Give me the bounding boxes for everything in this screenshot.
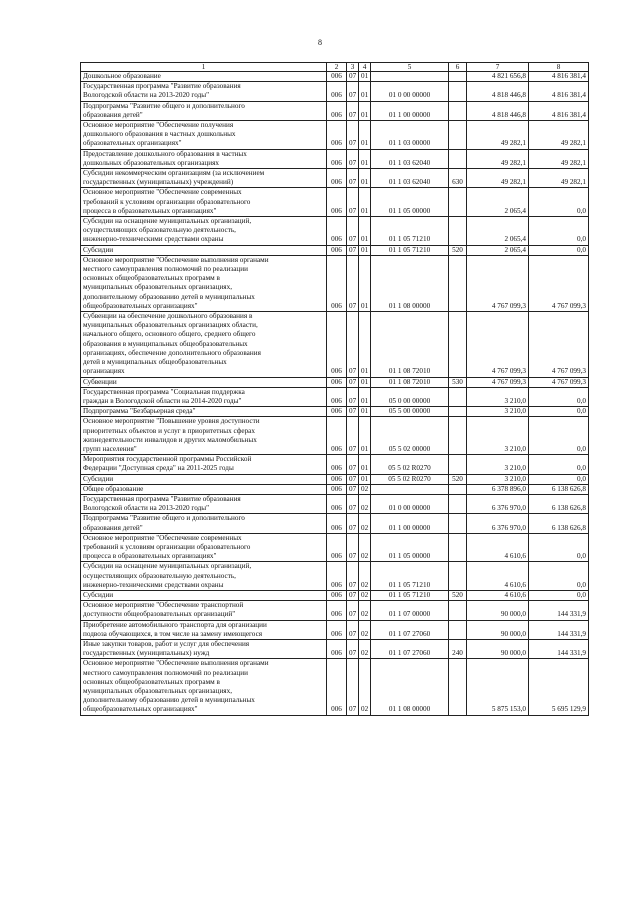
table-row xyxy=(81,377,589,387)
row-name-cell: Основное мероприятие "Обеспечение выполнения органами местного самоуправления полномочий по реализации основных общеобразовательных программ в муниципальных образовательных организациях, дополнительному образованию детей в муниципальных общеобразовательных организациях" xyxy=(81,659,327,715)
row-name-cell: Общее образование xyxy=(81,484,327,494)
table-row xyxy=(81,407,589,417)
section-code-cell: 07 xyxy=(347,377,359,387)
admin-code-cell: 006 xyxy=(327,407,347,417)
table-row xyxy=(81,245,589,255)
expense-type-cell xyxy=(449,82,467,101)
subsection-code-cell: 01 xyxy=(359,188,371,217)
amount-col7-cell: 3 210,0 xyxy=(467,455,529,474)
expense-type-cell xyxy=(449,533,467,562)
subsection-code-cell: 02 xyxy=(359,601,371,620)
section-code-cell: 07 xyxy=(347,601,359,620)
subsection-code-cell: 02 xyxy=(359,590,371,600)
amount-col7-cell: 49 282,1 xyxy=(467,121,529,150)
expense-type-cell xyxy=(449,407,467,417)
target-item-cell xyxy=(371,484,449,494)
expense-type-cell: 520 xyxy=(449,245,467,255)
row-name-cell: Субсидии на оснащение муниципальных организаций, осуществляющих образовательную деятельность, инженерно-техническими средствами охраны xyxy=(81,562,327,591)
admin-code-cell: 006 xyxy=(327,245,347,255)
amount-col8-cell: 4 767 099,3 xyxy=(529,312,589,377)
expense-type-cell xyxy=(449,312,467,377)
admin-code-cell: 006 xyxy=(327,601,347,620)
expense-type-cell xyxy=(449,121,467,150)
expense-type-cell xyxy=(449,255,467,311)
target-item-cell: 05 5 00 00000 xyxy=(371,407,449,417)
section-code-cell: 07 xyxy=(347,149,359,168)
expense-type-cell xyxy=(449,149,467,168)
subsection-code-cell: 01 xyxy=(359,121,371,150)
section-code-cell: 07 xyxy=(347,121,359,150)
amount-col7-cell: 4 610,6 xyxy=(467,562,529,591)
subsection-code-cell: 01 xyxy=(359,417,371,455)
page-number: 8 xyxy=(318,38,322,47)
admin-code-cell: 006 xyxy=(327,149,347,168)
subsection-code-cell: 01 xyxy=(359,255,371,311)
table-row xyxy=(81,590,589,600)
expense-type-cell xyxy=(449,417,467,455)
table-row xyxy=(81,494,589,513)
amount-col7-cell: 4 821 656,8 xyxy=(467,72,529,82)
section-code-cell: 07 xyxy=(347,474,359,484)
admin-code-cell: 006 xyxy=(327,72,347,82)
target-item-cell: 01 1 08 72010 xyxy=(371,312,449,377)
admin-code-cell: 006 xyxy=(327,82,347,101)
amount-col7-cell: 5 875 153,0 xyxy=(467,659,529,715)
table-row xyxy=(81,601,589,620)
target-item-cell: 01 1 07 00000 xyxy=(371,601,449,620)
row-name-cell: Субсидии на оснащение муниципальных организаций, осуществляющих образовательную деятельность, инженерно-техническими средствами охраны xyxy=(81,217,327,246)
amount-col8-cell: 4 767 099,3 xyxy=(529,377,589,387)
row-name-cell: Субсидии xyxy=(81,474,327,484)
section-code-cell: 07 xyxy=(347,639,359,658)
admin-code-cell: 006 xyxy=(327,562,347,591)
subsection-code-cell: 01 xyxy=(359,169,371,188)
section-code-cell: 07 xyxy=(347,494,359,513)
admin-code-cell: 006 xyxy=(327,659,347,715)
target-item-cell: 01 1 05 00000 xyxy=(371,188,449,217)
amount-col8-cell: 49 282,1 xyxy=(529,169,589,188)
target-item-cell: 01 1 00 00000 xyxy=(371,514,449,533)
row-name-cell: Мероприятия государственной программы Российской Федерации "Доступная среда" на 2011-2025 годы xyxy=(81,455,327,474)
section-code-cell: 07 xyxy=(347,101,359,120)
subsection-code-cell: 02 xyxy=(359,494,371,513)
column-header: 8 xyxy=(529,63,589,72)
target-item-cell: 01 1 07 27060 xyxy=(371,639,449,658)
section-code-cell: 07 xyxy=(347,533,359,562)
admin-code-cell: 006 xyxy=(327,620,347,639)
table-header xyxy=(81,63,589,72)
amount-col7-cell: 49 282,1 xyxy=(467,169,529,188)
amount-col8-cell: 49 282,1 xyxy=(529,149,589,168)
amount-col8-cell: 6 138 626,8 xyxy=(529,514,589,533)
row-name-cell: Приобретение автомобильного транспорта для организации подвоза обучающихся, в том числе на замену имеющегося xyxy=(81,620,327,639)
row-name-cell: Подпрограмма "Безбарьерная среда" xyxy=(81,407,327,417)
subsection-code-cell: 02 xyxy=(359,639,371,658)
section-code-cell: 07 xyxy=(347,455,359,474)
target-item-cell: 01 0 00 00000 xyxy=(371,494,449,513)
target-item-cell xyxy=(371,72,449,82)
amount-col8-cell: 6 138 626,8 xyxy=(529,484,589,494)
amount-col7-cell: 90 000,0 xyxy=(467,639,529,658)
expense-type-cell: 630 xyxy=(449,169,467,188)
amount-col7-cell: 4 767 099,3 xyxy=(467,255,529,311)
amount-col8-cell: 4 816 381,4 xyxy=(529,82,589,101)
target-item-cell: 01 1 03 00000 xyxy=(371,121,449,150)
amount-col7-cell: 2 065,4 xyxy=(467,188,529,217)
row-name-cell: Предоставление дошкольного образования в частных дошкольных образовательных организациях xyxy=(81,149,327,168)
subsection-code-cell: 02 xyxy=(359,484,371,494)
subsection-code-cell: 01 xyxy=(359,387,371,406)
subsection-code-cell: 01 xyxy=(359,377,371,387)
section-code-cell: 07 xyxy=(347,387,359,406)
amount-col7-cell: 90 000,0 xyxy=(467,601,529,620)
target-item-cell: 01 1 05 71210 xyxy=(371,245,449,255)
amount-col7-cell: 4 767 099,3 xyxy=(467,377,529,387)
expense-type-cell xyxy=(449,387,467,406)
table-row xyxy=(81,169,589,188)
section-code-cell: 07 xyxy=(347,312,359,377)
admin-code-cell: 006 xyxy=(327,312,347,377)
table-row xyxy=(81,149,589,168)
section-code-cell: 07 xyxy=(347,484,359,494)
section-code-cell: 07 xyxy=(347,620,359,639)
amount-col7-cell: 4 610,6 xyxy=(467,590,529,600)
row-name-cell: Субвенции на обеспечение дошкольного образования в муниципальных образовательных организациях области, начального общего, основного общего, среднего общего образования в муниципальных общеобразовательных организациях, обеспечение дополнительного образования детей в муниципальных общеобразовательных организациях xyxy=(81,312,327,377)
section-code-cell: 07 xyxy=(347,245,359,255)
amount-col8-cell: 144 331,9 xyxy=(529,601,589,620)
row-name-cell: Субвенции xyxy=(81,377,327,387)
column-header: 1 xyxy=(81,63,327,72)
admin-code-cell: 006 xyxy=(327,121,347,150)
column-header: 3 xyxy=(347,63,359,72)
section-code-cell: 07 xyxy=(347,562,359,591)
admin-code-cell: 006 xyxy=(327,169,347,188)
amount-col7-cell: 90 000,0 xyxy=(467,620,529,639)
amount-col7-cell: 6 376 970,0 xyxy=(467,514,529,533)
expense-type-cell: 520 xyxy=(449,474,467,484)
admin-code-cell: 006 xyxy=(327,494,347,513)
table-row xyxy=(81,484,589,494)
subsection-code-cell: 01 xyxy=(359,407,371,417)
amount-col7-cell: 3 210,0 xyxy=(467,474,529,484)
expense-type-cell xyxy=(449,72,467,82)
table-row xyxy=(81,639,589,658)
expense-type-cell xyxy=(449,562,467,591)
subsection-code-cell: 01 xyxy=(359,72,371,82)
subsection-code-cell: 02 xyxy=(359,514,371,533)
amount-col7-cell: 4 767 099,3 xyxy=(467,312,529,377)
row-name-cell: Государственная программа "Социальная поддержка граждан в Вологодской области на 2014-2020 годы" xyxy=(81,387,327,406)
expense-type-cell: 530 xyxy=(449,377,467,387)
target-item-cell: 05 5 02 R0270 xyxy=(371,474,449,484)
target-item-cell: 01 1 05 71210 xyxy=(371,562,449,591)
amount-col8-cell: 0,0 xyxy=(529,417,589,455)
row-name-cell: Основное мероприятие "Обеспечение получения дошкольного образования в частных дошкольных образовательных организациях" xyxy=(81,121,327,150)
row-name-cell: Основное мероприятие "Обеспечение выполнения органами местного самоуправления полномочий по реализации основных общеобразовательных программ в муниципальных образовательных организациях, дополнительному образованию детей в муниципальных общеобразовательных организациях" xyxy=(81,255,327,311)
section-code-cell: 07 xyxy=(347,514,359,533)
row-name-cell: Иные закупки товаров, работ и услуг для обеспечения государственных (муниципальных) нужд xyxy=(81,639,327,658)
target-item-cell: 01 1 08 72010 xyxy=(371,377,449,387)
amount-col8-cell: 0,0 xyxy=(529,387,589,406)
table-row xyxy=(81,562,589,591)
target-item-cell: 01 1 03 62040 xyxy=(371,169,449,188)
amount-col8-cell: 0,0 xyxy=(529,217,589,246)
budget-table xyxy=(80,62,589,716)
subsection-code-cell: 01 xyxy=(359,101,371,120)
amount-col7-cell: 3 210,0 xyxy=(467,417,529,455)
amount-col7-cell: 49 282,1 xyxy=(467,149,529,168)
row-name-cell: Основное мероприятие "Повышение уровня доступности приоритетных объектов и услуг в приоритетных сферах жизнедеятельности инвалидов и других маломобильных групп населения" xyxy=(81,417,327,455)
target-item-cell: 01 1 08 00000 xyxy=(371,659,449,715)
amount-col8-cell: 4 816 381,4 xyxy=(529,72,589,82)
row-name-cell: Субсидии xyxy=(81,245,327,255)
expense-type-cell xyxy=(449,494,467,513)
amount-col8-cell: 0,0 xyxy=(529,474,589,484)
amount-col7-cell: 4 610,6 xyxy=(467,533,529,562)
table-row xyxy=(81,72,589,82)
table-row xyxy=(81,455,589,474)
expense-type-cell: 240 xyxy=(449,639,467,658)
subsection-code-cell: 01 xyxy=(359,245,371,255)
admin-code-cell: 006 xyxy=(327,188,347,217)
table-row xyxy=(81,188,589,217)
subsection-code-cell: 01 xyxy=(359,455,371,474)
section-code-cell: 07 xyxy=(347,82,359,101)
target-item-cell: 01 1 00 00000 xyxy=(371,101,449,120)
amount-col7-cell: 4 818 446,8 xyxy=(467,82,529,101)
target-item-cell: 01 1 05 71210 xyxy=(371,590,449,600)
row-name-cell: Подпрограмма "Развитие общего и дополнительного образования детей" xyxy=(81,514,327,533)
amount-col8-cell: 0,0 xyxy=(529,407,589,417)
amount-col7-cell: 2 065,4 xyxy=(467,245,529,255)
expense-type-cell xyxy=(449,620,467,639)
row-name-cell: Подпрограмма "Развитие общего и дополнительного образования детей" xyxy=(81,101,327,120)
section-code-cell: 07 xyxy=(347,417,359,455)
column-header: 6 xyxy=(449,63,467,72)
table-row xyxy=(81,514,589,533)
header-row xyxy=(81,63,589,72)
amount-col8-cell: 0,0 xyxy=(529,562,589,591)
admin-code-cell: 006 xyxy=(327,255,347,311)
amount-col8-cell: 5 695 129,9 xyxy=(529,659,589,715)
admin-code-cell: 006 xyxy=(327,639,347,658)
row-name-cell: Основное мероприятие "Обеспечение транспортной доступности общеобразовательных организаций" xyxy=(81,601,327,620)
expense-type-cell xyxy=(449,514,467,533)
row-name-cell: Государственная программа "Развитие образования Вологодской области на 2013-2020 годы" xyxy=(81,494,327,513)
section-code-cell: 07 xyxy=(347,188,359,217)
subsection-code-cell: 01 xyxy=(359,312,371,377)
expense-type-cell xyxy=(449,455,467,474)
table-row xyxy=(81,255,589,311)
expense-type-cell xyxy=(449,659,467,715)
table-row xyxy=(81,620,589,639)
table-row xyxy=(81,387,589,406)
subsection-code-cell: 01 xyxy=(359,149,371,168)
table-row xyxy=(81,659,589,715)
admin-code-cell: 006 xyxy=(327,377,347,387)
target-item-cell: 05 5 02 00000 xyxy=(371,417,449,455)
table-row xyxy=(81,474,589,484)
subsection-code-cell: 02 xyxy=(359,659,371,715)
amount-col7-cell: 3 210,0 xyxy=(467,387,529,406)
amount-col7-cell: 6 378 896,0 xyxy=(467,484,529,494)
target-item-cell: 01 0 00 00000 xyxy=(371,82,449,101)
admin-code-cell: 006 xyxy=(327,590,347,600)
expense-type-cell xyxy=(449,601,467,620)
admin-code-cell: 006 xyxy=(327,474,347,484)
amount-col8-cell: 144 331,9 xyxy=(529,620,589,639)
target-item-cell: 05 5 02 R0270 xyxy=(371,455,449,474)
target-item-cell: 01 1 05 00000 xyxy=(371,533,449,562)
target-item-cell: 05 0 00 00000 xyxy=(371,387,449,406)
table-row xyxy=(81,101,589,120)
amount-col8-cell: 49 282,1 xyxy=(529,121,589,150)
amount-col8-cell: 4 767 099,3 xyxy=(529,255,589,311)
column-header: 5 xyxy=(371,63,449,72)
amount-col8-cell: 4 816 381,4 xyxy=(529,101,589,120)
row-name-cell: Государственная программа "Развитие образования Вологодской области на 2013-2020 годы" xyxy=(81,82,327,101)
expense-type-cell xyxy=(449,217,467,246)
admin-code-cell: 006 xyxy=(327,455,347,474)
subsection-code-cell: 02 xyxy=(359,620,371,639)
amount-col8-cell: 0,0 xyxy=(529,188,589,217)
section-code-cell: 07 xyxy=(347,659,359,715)
subsection-code-cell: 02 xyxy=(359,533,371,562)
admin-code-cell: 006 xyxy=(327,484,347,494)
admin-code-cell: 006 xyxy=(327,417,347,455)
section-code-cell: 07 xyxy=(347,72,359,82)
admin-code-cell: 006 xyxy=(327,101,347,120)
table-row xyxy=(81,217,589,246)
amount-col8-cell: 144 331,9 xyxy=(529,639,589,658)
row-name-cell: Основное мероприятие "Обеспечение современных требований к условиям организации образовательного процесса в образовательных организациях" xyxy=(81,533,327,562)
row-name-cell: Дошкольное образование xyxy=(81,72,327,82)
column-header: 2 xyxy=(327,63,347,72)
row-name-cell: Субсидии xyxy=(81,590,327,600)
amount-col8-cell: 0,0 xyxy=(529,245,589,255)
amount-col7-cell: 4 818 446,8 xyxy=(467,101,529,120)
section-code-cell: 07 xyxy=(347,255,359,311)
subsection-code-cell: 01 xyxy=(359,82,371,101)
target-item-cell: 01 1 08 00000 xyxy=(371,255,449,311)
admin-code-cell: 006 xyxy=(327,217,347,246)
expense-type-cell xyxy=(449,101,467,120)
amount-col7-cell: 2 065,4 xyxy=(467,217,529,246)
amount-col8-cell: 0,0 xyxy=(529,533,589,562)
table-row xyxy=(81,312,589,377)
row-name-cell: Субсидии некоммерческим организациям (за исключением государственных (муниципальных) учреждений) xyxy=(81,169,327,188)
table-row xyxy=(81,121,589,150)
section-code-cell: 07 xyxy=(347,407,359,417)
target-item-cell: 01 1 07 27060 xyxy=(371,620,449,639)
table-body xyxy=(81,72,589,716)
table-row xyxy=(81,417,589,455)
column-header: 4 xyxy=(359,63,371,72)
admin-code-cell: 006 xyxy=(327,514,347,533)
subsection-code-cell: 01 xyxy=(359,474,371,484)
expense-type-cell xyxy=(449,484,467,494)
row-name-cell: Основное мероприятие "Обеспечение современных требований к условиям организации образовательного процесса в образовательных организациях" xyxy=(81,188,327,217)
admin-code-cell: 006 xyxy=(327,387,347,406)
table-row xyxy=(81,82,589,101)
target-item-cell: 01 1 05 71210 xyxy=(371,217,449,246)
table-row xyxy=(81,533,589,562)
target-item-cell: 01 1 03 62040 xyxy=(371,149,449,168)
amount-col7-cell: 3 210,0 xyxy=(467,407,529,417)
expense-type-cell: 520 xyxy=(449,590,467,600)
section-code-cell: 07 xyxy=(347,590,359,600)
expense-type-cell xyxy=(449,188,467,217)
amount-col8-cell: 0,0 xyxy=(529,455,589,474)
amount-col8-cell: 0,0 xyxy=(529,590,589,600)
section-code-cell: 07 xyxy=(347,217,359,246)
subsection-code-cell: 01 xyxy=(359,217,371,246)
section-code-cell: 07 xyxy=(347,169,359,188)
subsection-code-cell: 02 xyxy=(359,562,371,591)
admin-code-cell: 006 xyxy=(327,533,347,562)
amount-col7-cell: 6 376 970,0 xyxy=(467,494,529,513)
column-header: 7 xyxy=(467,63,529,72)
amount-col8-cell: 6 138 626,8 xyxy=(529,494,589,513)
